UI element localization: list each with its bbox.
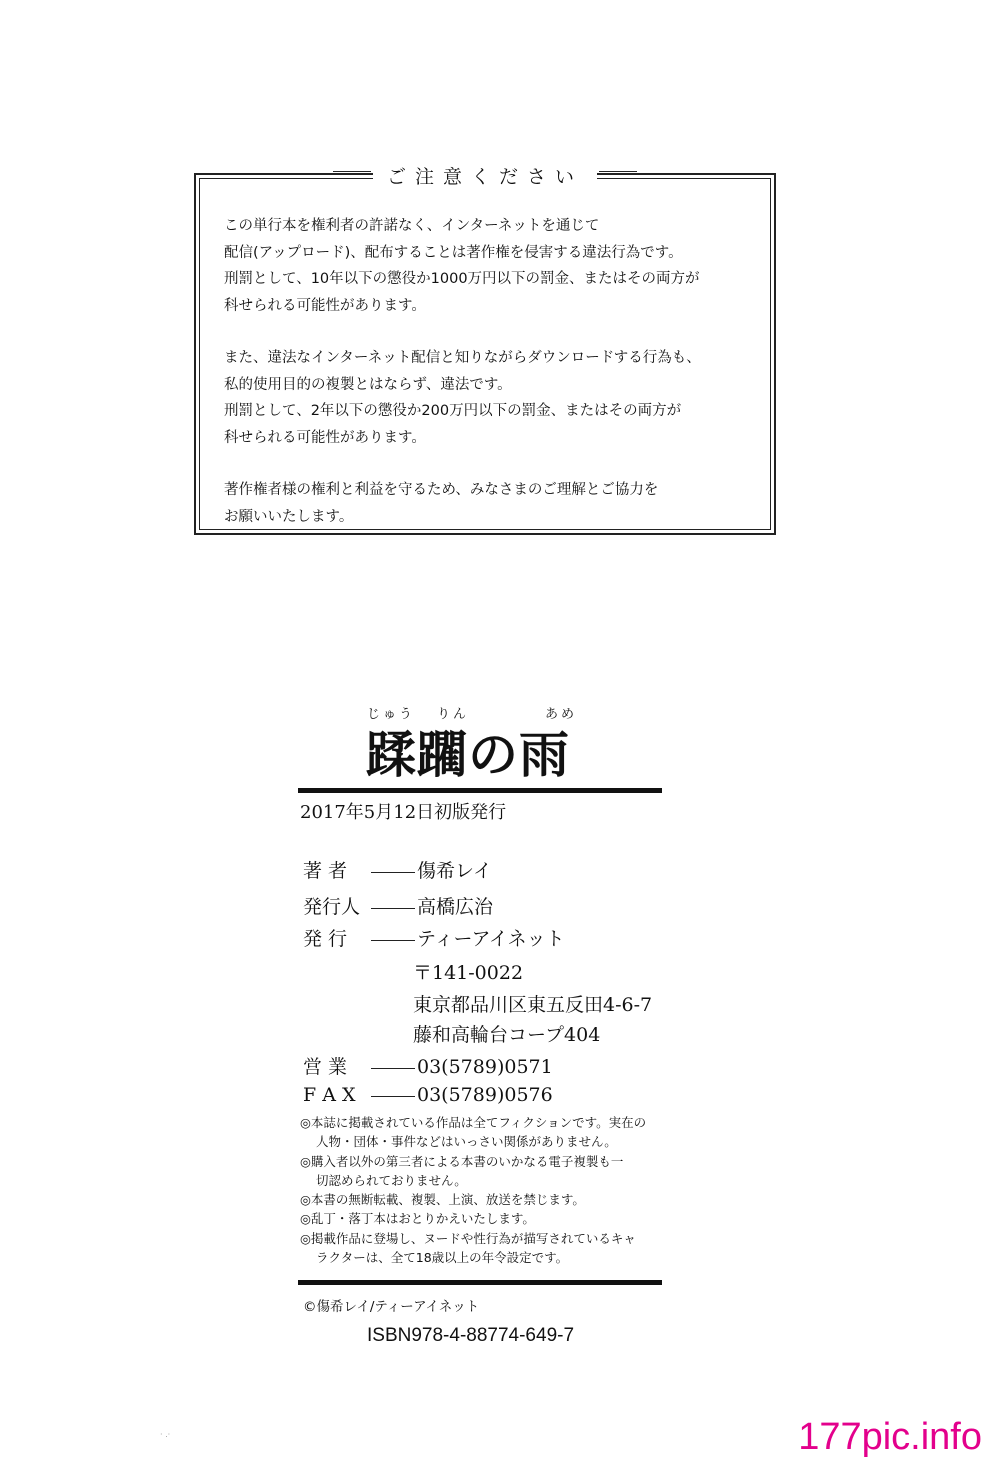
- fax-row: [303, 1084, 553, 1106]
- ruby-ame: あめ: [545, 707, 578, 722]
- dash-rule: [371, 1068, 415, 1069]
- address-line-2: 藤和高輪台コープ404: [413, 1024, 601, 1046]
- notice-line: 配信(アップロード)、配布することは著作権を侵害する違法行為です。: [224, 244, 683, 261]
- postal-code: 〒141-0022: [413, 962, 524, 984]
- notice-paragraph: [224, 345, 754, 451]
- notice-line: 著作権者様の権利と利益を守るため、みなさまのご理解とご協力を: [224, 482, 659, 498]
- watermark: 177pic.info: [798, 1416, 982, 1458]
- notice-line: この単行本を権利者の許諾なく、インターネットを通じて: [224, 218, 600, 234]
- address-line-1: 東京都品川区東五反田4-6-7: [413, 994, 653, 1016]
- notice-paragraph: [224, 477, 754, 530]
- remark-line: 人物・団体・事件などはいっさい関係がありません。: [316, 1134, 617, 1150]
- remark-line: ラクターは、全て18歳以上の年令設定です。: [316, 1250, 569, 1266]
- author-value: 傷希レイ: [417, 860, 493, 882]
- notice-line: 科せられる可能性があります。: [224, 429, 426, 446]
- author-label: 著 者: [303, 860, 348, 882]
- remark-line: ◎乱丁・落丁本はおとりかえいたします。: [300, 1211, 535, 1227]
- publisher-row: [303, 924, 565, 951]
- dash-rule: [371, 1096, 415, 1097]
- notice-line: 刑罰として、10年以下の懲役か1000万円以下の罰金、またはその両方が: [224, 271, 700, 287]
- notice-box: [194, 165, 776, 535]
- publisher-person-row: [303, 892, 493, 919]
- isbn: ISBN978-4-88774-649-7: [367, 1325, 575, 1346]
- notice-line: 刑罰として、2年以下の懲役か200万円以下の罰金、またはその両方が: [224, 403, 682, 419]
- dash-rule: [371, 908, 415, 909]
- publisher-label: 発 行: [303, 928, 348, 950]
- dash-rule: [371, 872, 415, 873]
- edition-date: 2017年5月12日初版発行: [300, 802, 507, 823]
- publisher-value: ティーアイネット: [417, 928, 565, 950]
- remarks: [300, 1113, 680, 1267]
- scan-specks: · .·: [160, 1430, 171, 1439]
- remark-line: ◎本誌に掲載されている作品は全てフィクションです。実在の: [300, 1115, 647, 1130]
- divider-top: [298, 788, 662, 793]
- publisher-person-value: 高橋広治: [417, 896, 494, 918]
- remark-line: ◎購入者以外の第三者による本書のいかなる電子複製も一: [300, 1153, 624, 1169]
- notice-paragraph: [224, 213, 754, 319]
- ruby-rin: りん: [437, 707, 470, 722]
- divider-bottom: [298, 1280, 662, 1285]
- notice-body: [224, 213, 754, 556]
- sales-row: [303, 1052, 553, 1079]
- notice-line: 私的使用目的の複製とはならず、違法です。: [224, 376, 512, 393]
- remark-line: ◎本書の無断転載、複製、上演、放送を禁じます。: [300, 1192, 585, 1208]
- book-title: 蹂躙の雨: [366, 725, 570, 784]
- fax-label: F A X: [303, 1084, 356, 1106]
- remark-line: ◎掲載作品に登場し、ヌードや性行為が描写されているキャ: [300, 1230, 636, 1246]
- remark-line: 切認められておりません。: [316, 1172, 467, 1188]
- author-row: [303, 856, 492, 883]
- notice-line: また、違法なインターネット配信と知りながらダウンロードする行為も、: [224, 350, 701, 366]
- fax-number: 03(5789)0576: [417, 1084, 553, 1106]
- notice-line: 科せられる可能性があります。: [224, 297, 426, 314]
- publisher-person-label: 発行人: [303, 896, 361, 918]
- copyright: ©傷希レイ/ティーアイネット: [303, 1299, 480, 1315]
- sales-label: 営 業: [303, 1056, 348, 1078]
- sales-phone: 03(5789)0571: [417, 1056, 553, 1078]
- dash-rule: [371, 940, 415, 941]
- notice-line: お願いいたします。: [224, 508, 354, 525]
- ruby-juu: じゅう: [367, 707, 416, 722]
- notice-title: ご注意ください: [373, 162, 597, 189]
